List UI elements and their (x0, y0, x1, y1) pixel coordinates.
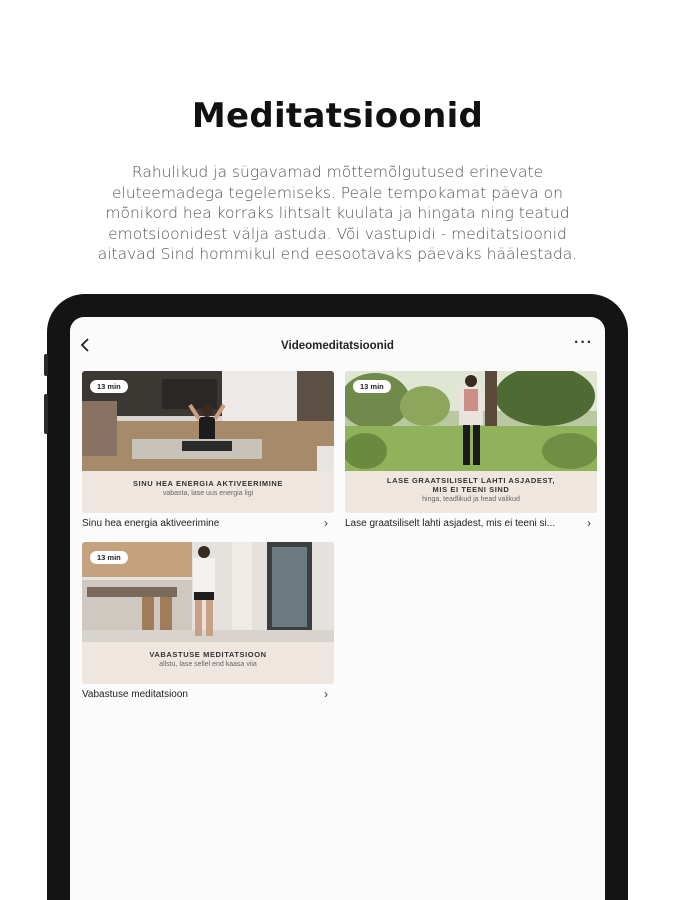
tablet-side-button (44, 354, 48, 376)
nav-title: Videomeditatsioonid (281, 340, 394, 352)
caption-subtitle: vabasta, lase uus energia ligi (162, 490, 254, 497)
card-footer[interactable] (345, 513, 597, 537)
caption-title: SINU HEA ENERGIA AKTIVEERIMINE (132, 479, 284, 488)
more-horizontal-icon[interactable]: ··· (574, 334, 593, 351)
app-screen (70, 317, 605, 900)
caption-title: VABASTUSE MEDITATSIOON (149, 650, 267, 659)
thumbnail-caption (82, 471, 334, 513)
video-card[interactable] (345, 371, 597, 537)
promo-title: Meditatsioonid (191, 96, 484, 136)
chevron-right-icon: › (587, 516, 591, 530)
thumbnail-caption (345, 471, 597, 513)
video-thumbnail[interactable] (345, 371, 597, 513)
caption-subtitle: allstu, lase sellel end kaasa viia (159, 661, 257, 668)
tablet-side-button (44, 394, 48, 434)
tablet-frame (47, 294, 628, 900)
card-title: Sinu hea energia aktiveerimine (82, 518, 220, 529)
thumbnail-caption (82, 642, 334, 684)
video-thumbnail[interactable] (82, 371, 334, 513)
card-footer[interactable] (82, 513, 334, 537)
caption-title: LASE GRAATSILISELT LAHTI ASJADEST, MIS EI TEENI SIND (386, 476, 556, 494)
duration-badge: 13 min (90, 380, 128, 393)
video-thumbnail[interactable] (82, 542, 334, 684)
card-title: Vabastuse meditatsioon (82, 689, 188, 700)
nav-bar (70, 317, 605, 371)
video-card[interactable] (82, 542, 334, 708)
promo-description: Rahulikud ja sügavamad mõttemõlgutused erinevate eluteemadega tegelemiseks. Peale tempokamat päeva on mõnikord hea korraks lihtsalt kuulata ja hingata ning teatud emotsioonidest välja astuda. Või vastupidi - meditatsioonid aitavad Sind hommikul end eesootavaks päevaks häälestada. (97, 163, 578, 263)
caption-subtitle: hinga, teadlikud ja head valikud (422, 496, 520, 503)
duration-badge: 13 min (353, 380, 391, 393)
duration-badge: 13 min (90, 551, 128, 564)
card-footer[interactable] (82, 684, 334, 708)
card-title: Lase graatsiliselt lahti asjadest, mis ei teeni si... (345, 518, 556, 529)
video-card[interactable] (82, 371, 334, 537)
chevron-right-icon: › (324, 516, 328, 530)
chevron-right-icon: › (324, 687, 328, 701)
